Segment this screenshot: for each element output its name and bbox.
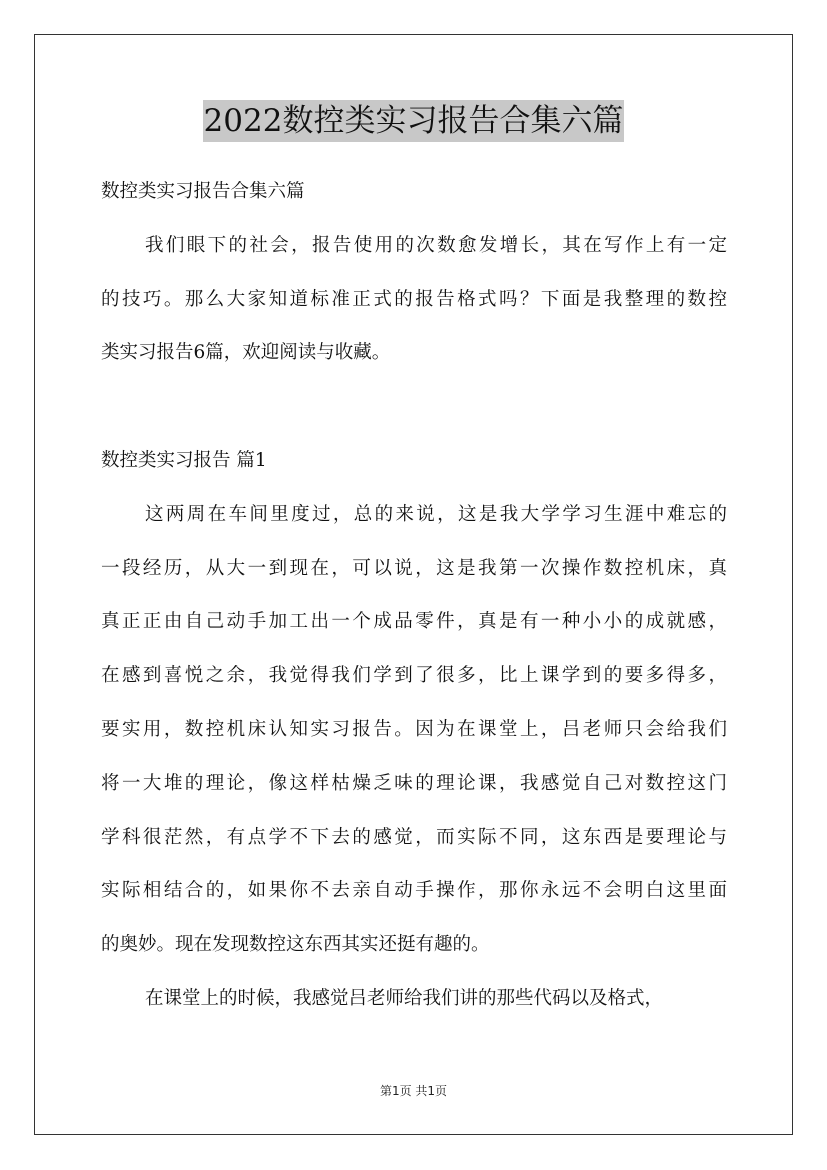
body-line: 将一大堆的理论，像这样枯燥乏味的理论课，我感觉自己对数控这门 (101, 772, 727, 794)
intro-line: 的技巧。那么大家知道标准正式的报告格式吗？下面是我整理的数控 (101, 288, 727, 310)
body-line: 在课堂上的时候，我感觉吕老师给我们讲的那些代码以及格式， (145, 987, 664, 1009)
document-title-wrapper (0, 100, 827, 142)
document-body (101, 172, 727, 1033)
intro-line: 类实习报告6篇，欢迎阅读与收藏。 (101, 342, 391, 364)
body-line: 在感到喜悦之余，我觉得我们学到了很多，比上课学到的要多得多， (101, 665, 727, 687)
body-line: 真正正由自己动手加工出一个成品零件，真是有一种小小的成就感， (101, 611, 727, 633)
paragraph-gap (101, 387, 727, 441)
section-heading: 数控类实习报告 篇1 (101, 449, 267, 471)
body-line: 学科很茫然，有点学不下去的感觉，而实际不同，这东西是要理论与 (101, 826, 727, 848)
body-line: 要实用，数控机床认知实习报告。因为在课堂上，吕老师只会给我们 (101, 718, 727, 740)
body-line: 这两周在车间里度过，总的来说，这是我大学学习生涯中难忘的 (145, 503, 727, 525)
document-subtitle: 数控类实习报告合集六篇 (101, 181, 305, 202)
intro-line: 我们眼下的社会，报告使用的次数愈发增长，其在写作上有一定 (145, 234, 727, 256)
body-line: 一段经历，从大一到现在，可以说，这是我第一次操作数控机床，真 (101, 557, 727, 579)
page-footer: 第1页 共1页 (379, 1084, 448, 1098)
document-title: 2022数控类实习报告合集六篇 (203, 100, 625, 142)
body-line: 的奥妙。现在发现数控这东西其实还挺有趣的。 (101, 934, 490, 956)
body-line: 实际相结合的，如果你不去亲自动手操作，那你永远不会明白这里面 (101, 880, 727, 902)
